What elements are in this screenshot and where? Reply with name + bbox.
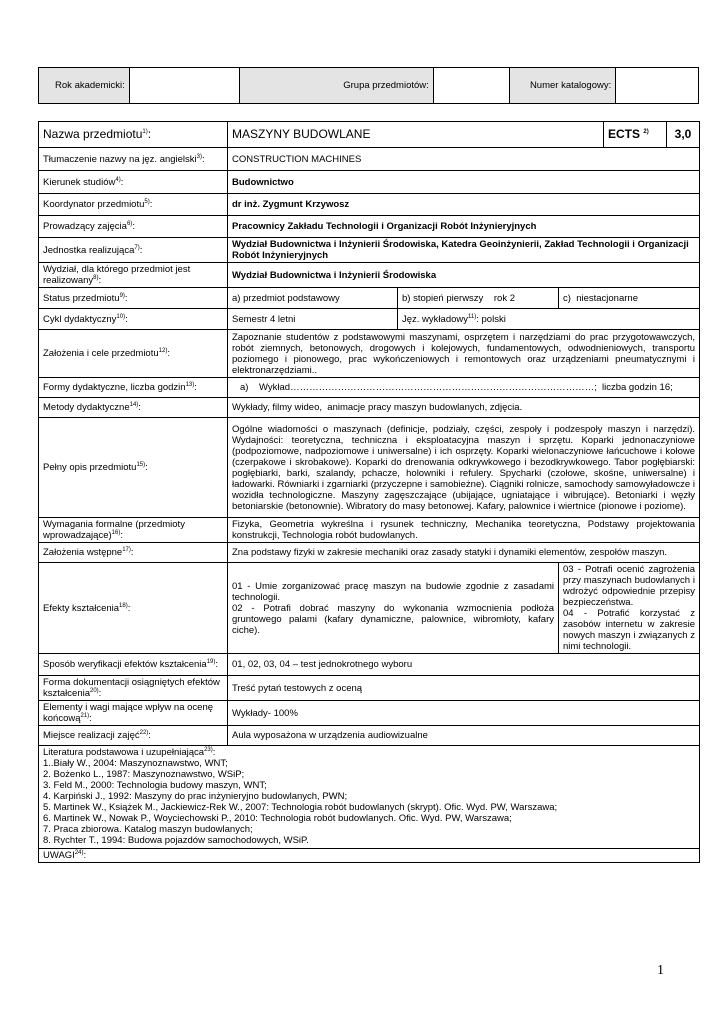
elementy-label: Elementy i wagi mające wpływ na ocenę końcową$^{21)}$: — [39, 701, 228, 726]
grupa-label-cell — [240, 68, 433, 103]
weryfikacja-value: 01, 02, 03, 04 – test jednokrotnego wyboru — [228, 654, 700, 676]
uwagi-label: UWAGI$^{24)}$: — [43, 849, 87, 861]
wydzial-label: Wydział, dla którego przedmiot jest realizowany$^{8)}$: — [39, 263, 228, 288]
row-dokumentacja — [39, 676, 700, 701]
miejsce-value: Aula wyposażona w urządzenia audiowizualne — [228, 726, 700, 746]
formy-label: Formy dydaktyczne, liczba godzin$^{13)}$: — [39, 378, 228, 398]
tlumaczenie-label: Tłumaczenie nazwy na jęz. angielski$^{3)}$: — [39, 148, 228, 171]
grupa-value-cell[interactable] — [434, 68, 510, 103]
literatura-item: 5. Martinek W., Książek M., Jackiewicz-Rek W., 2007: Technologia robót budowlanych (skrypt). Ofic. Wyd. PW, Warszawa; — [43, 802, 558, 813]
koordynator-value: dr inż. Zygmunt Krzywosz — [228, 194, 700, 216]
row-literatura — [39, 746, 700, 849]
row-wydzial — [39, 263, 700, 288]
opis-label: Pełny opis przedmiotu$^{15)}$: — [39, 418, 228, 518]
literatura-item: 4. Karpiński J., 1992: Maszyny do prac inżynieryjno budowlanych, PWN; — [43, 791, 348, 802]
zalozenia-value: Zapoznanie studentów z podstawowymi maszynami, osprzętem i narzędziami do prac przygotowawczych, robót ziemnych, betonowych, drogowych i kolejowych, fundamentowych, odwodnieniowych, transportu poziomego i pionowego, prac wykończeniowych i remontowych oraz urządzeniami pneumatycznymi i elektronarzędziami.. — [228, 330, 700, 378]
literatura-item: 1..Biały W., 2004: Maszynoznawstwo, WNT; — [43, 758, 228, 769]
row-uwagi — [39, 849, 700, 863]
status-b: b) stopień pierwszy rok 2 — [398, 288, 559, 309]
uwagi-cell — [39, 849, 700, 863]
row-formy — [39, 378, 700, 398]
literatura-item: 8. Rychter T., 1994: Budowa pojazdów samochodowych, WSiP. — [43, 835, 309, 846]
rok-label-cell — [39, 68, 130, 103]
row-status — [39, 288, 700, 309]
header-strip — [38, 67, 699, 104]
jednostka-label: Jednostka realizująca$^{7)}$: — [39, 238, 228, 263]
row-jednostka — [39, 238, 700, 263]
opis-value: Ogólne wiadomości o maszynach (definicje, podziały, części, zespoły i podzespoły maszyn i narzędzi). Wydajności: teoretyczna, techniczna i eksploatacyjna maszyn i sprzętu. Koparki jednonaczyniowe (podpoziomowe, nadpoziomowe i uniwersalne) i ich osprzęty. Koparki wielonaczyniowe łańcuchowe i kołowe (czerpakowe i skrobakowe). Koparki do drenowania odkrywkowego i bezodkrywkowego. Tabor pogłębiarski: pogłębiarki, barki, szalandy, pchacze, holowniki i refulery. Spycharki (czołowe, skośne, uniwersalne) i ładowarki. Równiarki i zgarniarki (przyczepne i samobieżne). Ciągniki rolnicze, samochody samowyładowcze i wozidła technologiczne. Maszyny zagęszczające (ubijające, ugniatające i wibrujące). Betoniarki i węzły betoniarskie (betonownie). Wibratory do masy betonowej. Kafary, palownice i wiertnice (pionowe i poziome). — [228, 418, 700, 518]
row-prowadzacy — [39, 216, 700, 238]
numer-label: Numer katalogowy: — [529, 80, 612, 91]
status-a: a) przedmiot podstawowy — [228, 288, 398, 309]
page-number: 1 — [657, 963, 664, 978]
nazwa-label: Nazwa przedmiotu$^{1)}$: — [39, 122, 228, 148]
course-table — [38, 121, 700, 863]
literatura-cell — [39, 746, 700, 849]
efekty-left: 01 - Umie zorganizować pracę maszyn na budowie zgodnie z zasadami technologii. 02 - Potrafi dobrać maszyny do wykonania wzmocnienia podłoża gruntowego palami (kafary dynamiczne, palownice, wibromłoty, kafary ciche). — [228, 563, 559, 654]
literatura-item: 2. Bożenko L., 1987: Maszynoznawstwo, WSiP; — [43, 769, 245, 780]
kierunek-label: Kierunek studiów$^{4)}$: — [39, 171, 228, 194]
row-koordynator — [39, 194, 700, 216]
row-opis — [39, 418, 700, 518]
zalozenia-label: Założenia i cele przedmiotu$^{12)}$: — [39, 330, 228, 378]
metody-value: Wykłady, filmy wideo, animacje pracy maszyn budowlanych, zdjęcia. — [228, 398, 700, 418]
jednostka-value: Wydział Budownictwa i Inżynierii Środowiska, Katedra Geoinżynierii, Zakład Technologii i Organizacji Robót Inżynieryjnych — [228, 238, 700, 263]
wstepne-label: Założenia wstępne$^{17)}$: — [39, 543, 228, 563]
row-nazwa — [39, 122, 700, 148]
numer-label-cell — [510, 68, 617, 103]
literatura-label: Literatura podstawowa i uzupełniająca$^{23)}$: — [43, 746, 216, 758]
nazwa-value: MASZYNY BUDOWLANE — [228, 122, 604, 148]
numer-value-cell[interactable] — [616, 68, 698, 103]
row-tlumaczenie — [39, 148, 700, 171]
prowadzacy-label: Prowadzący zajęcia$^{6)}$: — [39, 216, 228, 238]
kierunek-value: Budownictwo — [228, 171, 700, 194]
efekty-label: Efekty kształcenia$^{18)}$: — [39, 563, 228, 654]
wymagania-label: Wymagania formalne (przedmioty wprowadzające)$^{16)}$: — [39, 518, 228, 543]
cykl-label: Cykl dydaktyczny$^{10)}$: — [39, 309, 228, 330]
rok-value-cell[interactable] — [130, 68, 241, 103]
literatura-item: 6. Martinek W., Nowak P., Woyciechowski P., 2010: Technologia robót budowlanych. Ofic. Wyd. PW, Warszawa; — [43, 813, 512, 824]
rok-label: Rok akademicki: — [55, 80, 125, 91]
status-c: c) niestacjonarne — [559, 288, 700, 309]
dokumentacja-value: Treść pytań testowych z oceną — [228, 676, 700, 701]
efekty-right: 03 - Potrafi ocenić zagrożenia przy maszynach budowlanych i wdrożyć odpowiednie przepisy bezpieczeństwa. 04 - Potrafić korzystać z zasobów internetu w zakresie nowych maszyn i związanych z nimi technologii. — [559, 563, 700, 654]
miejsce-label: Miejsce realizacji zajęć$^{22)}$: — [39, 726, 228, 746]
tlumaczenie-value: CONSTRUCTION MACHINES — [228, 148, 700, 171]
dokumentacja-label: Forma dokumentacji osiągniętych efektów kształcenia$^{20)}$: — [39, 676, 228, 701]
row-cykl — [39, 309, 700, 330]
row-efekty — [39, 563, 700, 654]
metody-label: Metody dydaktyczne$^{14)}$: — [39, 398, 228, 418]
row-weryfikacja — [39, 654, 700, 676]
jezyk-value: Jęz. wykładowy$^{11)}$: polski — [398, 309, 700, 330]
row-kierunek — [39, 171, 700, 194]
row-wymagania — [39, 518, 700, 543]
elementy-value: Wykłady- 100% — [228, 701, 700, 726]
ects-label: ECTS $^{2)}$ — [604, 122, 667, 148]
grupa-label: Grupa przedmiotów: — [343, 80, 429, 91]
row-elementy — [39, 701, 700, 726]
status-label: Status przedmiotu$^{9)}$: — [39, 288, 228, 309]
weryfikacja-label: Sposób weryfikacji efektów kształcenia$^{19)}$: — [39, 654, 228, 676]
koordynator-label: Koordynator przedmiotu$^{5)}$: — [39, 194, 228, 216]
prowadzacy-value: Pracownicy Zakładu Technologii i Organizacji Robót Inżynieryjnych — [228, 216, 700, 238]
wymagania-value: Fizyka, Geometria wykreślna i rysunek techniczny, Mechanika teoretyczna, Podstawy projektowania konstrukcji, Technologia robót budowlanych. — [228, 518, 700, 543]
row-miejsce — [39, 726, 700, 746]
row-zalozenia — [39, 330, 700, 378]
ects-value: 3,0 — [667, 122, 700, 148]
literatura-item: 7. Praca zbiorowa. Katalog maszyn budowlanych; — [43, 824, 253, 835]
row-metody — [39, 398, 700, 418]
cykl-value: Semestr 4 letni — [228, 309, 398, 330]
literatura-item: 3. Feld M., 2000: Technologia budowy maszyn, WNT; — [43, 780, 267, 791]
wstepne-value: Zna podstawy fizyki w zakresie mechaniki oraz zasady statyki i dynamiki elementów, zespołów maszyn. — [228, 543, 700, 563]
row-wstepne — [39, 543, 700, 563]
wydzial-value: Wydział Budownictwa i Inżynierii Środowiska — [228, 263, 700, 288]
formy-value: a) Wykład……………………………………………………………………………………; liczba godzin 16; — [228, 378, 700, 398]
